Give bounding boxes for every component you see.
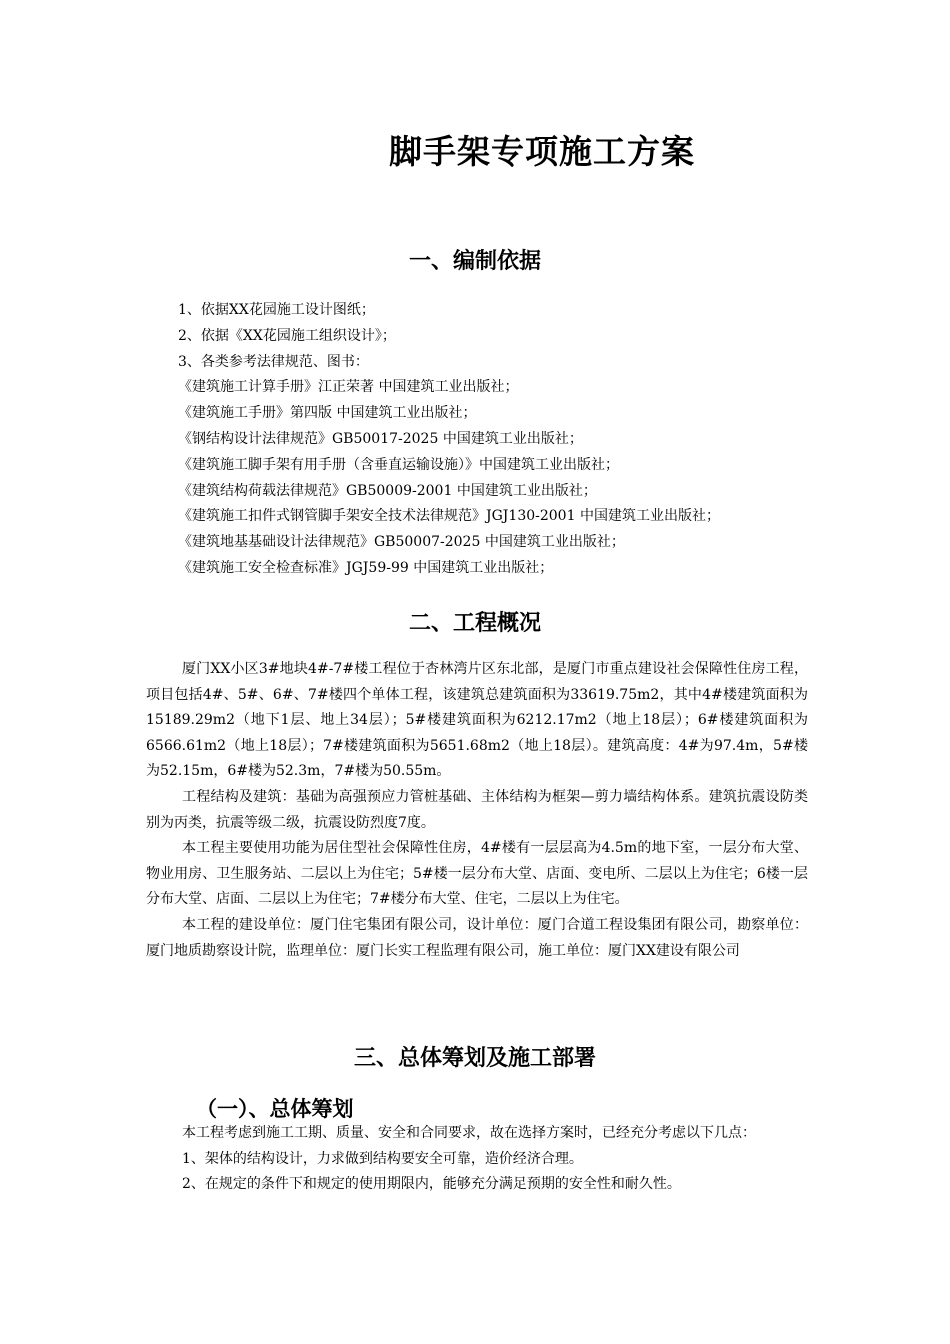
basis-item: 1、依据XX花园施工设计图纸； bbox=[178, 302, 375, 318]
overview-paragraph: 本工程的建设单位：厦门住宅集团有限公司，设计单位：厦门合道工程设集团有限公司，勘察单位：厦门地质勘察设计院，监理单位：厦门长实工程监理有限公司，施工单位：厦门XX建设有限公司 bbox=[146, 916, 808, 959]
overview-paragraph: 本工程主要使用功能为居住型社会保障性住房，4#楼有一层层高为4.5m的地下室，一层分布大堂、物业用房、卫生服务站、二层以上为住宅；5#楼一层分布大堂、店面、变电所、二层以上为住宅；6楼一层分布大堂、店面、二层以上为住宅；7#楼分布大堂、住宅，二层以上为住宅。 bbox=[146, 840, 808, 908]
reference-item: 《建筑施工计算手册》江正荣著 中国建筑工业出版社； bbox=[178, 379, 519, 396]
reference-item: 《建筑施工手册》第四版 中国建筑工业出版社； bbox=[178, 405, 477, 422]
planning-body bbox=[146, 1121, 808, 1198]
section-heading-overview: 二、工程概况 bbox=[408, 610, 541, 636]
reference-item: 《建筑地基基础设计法律规范》GB50007-2025 中国建筑工业出版社； bbox=[178, 534, 625, 551]
overview-body bbox=[146, 657, 808, 964]
planning-item: 2、在规定的条件下和规定的使用期限内，能够充分满足预期的安全性和耐久性。 bbox=[182, 1176, 681, 1193]
basis-item: 2、依据《XX花园施工组织设计》； bbox=[178, 327, 396, 344]
section-heading-basis: 一、编制依据 bbox=[408, 248, 541, 274]
reference-item: 《建筑结构荷载法律规范》GB50009-2001 中国建筑工业出版社； bbox=[178, 482, 597, 499]
reference-item: 《钢结构设计法律规范》GB50017-2025 中国建筑工业出版社； bbox=[178, 430, 583, 447]
basis-list bbox=[178, 298, 720, 582]
section-heading-planning: 三、总体筹划及施工部署 bbox=[353, 1045, 596, 1071]
reference-item: 《建筑施工扣件式钢管脚手架安全技术法律规范》JGJ130-2001 中国建筑工业出版社； bbox=[178, 508, 720, 525]
subsection-heading-planning: （一）、总体筹划 bbox=[196, 1096, 354, 1121]
document-title: 脚手架专项施工方案 bbox=[389, 132, 695, 171]
reference-item: 《建筑施工脚手架有用手册（含垂直运输设施）》中国建筑工业出版社； bbox=[178, 456, 619, 473]
planning-paragraph: 本工程考虑到施工工期、质量、安全和合同要求，故在选择方案时，已经充分考虑以下几点： bbox=[182, 1125, 756, 1141]
basis-item: 3、各类参考法律规范、图书： bbox=[178, 353, 369, 370]
overview-paragraph: 工程结构及建筑：基础为高强预应力管桩基础、主体结构为框架—剪力墙结构体系。建筑抗震设防类别为丙类，抗震等级二级，抗震设防烈度7度。 bbox=[146, 788, 808, 831]
overview-paragraph: 厦门XX小区3#地块4#-7#楼工程位于杏林湾片区东北部，是厦门市重点建设社会保障性住房工程，项目包括4#、5#、6#、7#楼四个单体工程，该建筑总建筑面积为33619.75m2，其中4#楼建筑面积为15189.29m2（地下1层、地上34层）；5#楼建筑面积为6212.17m2（地上18层）；6#楼建筑面积为6566.61m2（地上18层）；7#楼建筑面积为5651.68m2（地上18层）。建筑高度：4#为97.4m，5#楼为52.15m，6#楼为52.3m，7#楼为50.55m。 bbox=[146, 661, 808, 780]
reference-item: 《建筑施工安全检查标准》JGJ59-99 中国建筑工业出版社； bbox=[178, 559, 554, 576]
planning-item: 1、架体的结构设计，力求做到结构要安全可靠，造价经济合理。 bbox=[182, 1150, 583, 1167]
